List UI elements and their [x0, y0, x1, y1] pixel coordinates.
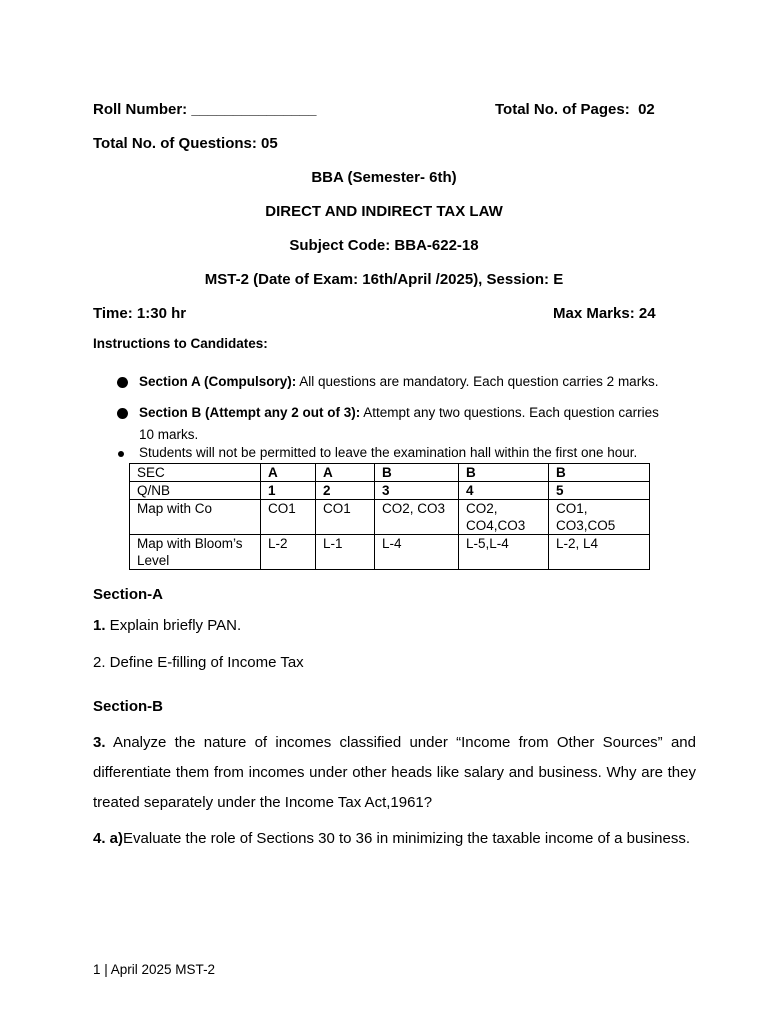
table-row-label: [130, 535, 261, 570]
table-cell: L-2: [261, 535, 316, 570]
table-cell: L-5,L-4: [459, 535, 549, 570]
table-cell: 3: [375, 482, 459, 500]
table-row-label: SEC: [130, 464, 261, 482]
course-title: BBA (Semester- 6th): [311, 169, 457, 186]
cell-line: Level: [137, 553, 170, 568]
question-3: [93, 728, 696, 818]
total-questions: Total No. of Questions: 05: [93, 135, 278, 152]
table-cell: L-2, L4: [549, 535, 650, 570]
roll-number-label: Roll Number:: [93, 101, 188, 118]
table-cell: L-1: [316, 535, 375, 570]
bullet-icon: [117, 408, 128, 419]
section-b-heading: Section-B: [93, 698, 164, 715]
cell-line: Map with Bloom’s: [137, 536, 243, 551]
total-pages-label: Total No. of Pages:: [495, 101, 630, 118]
section-a-heading: Section-A: [93, 586, 164, 603]
table-row: [130, 535, 650, 570]
total-pages-value: 02: [638, 101, 655, 118]
roll-number: [93, 101, 316, 118]
bullet-icon: [118, 451, 124, 457]
cell-line: CO4,CO3: [466, 518, 526, 533]
instruction-bold: Section A (Compulsory):: [139, 374, 297, 389]
total-pages: [495, 101, 655, 118]
table-cell: CO1: [261, 500, 316, 535]
instruction-item: [139, 374, 658, 389]
table-cell: A: [261, 464, 316, 482]
table-cell: B: [375, 464, 459, 482]
question-text: Analyze the nature of incomes classified under “Income from Other Sources” and differentiate them from incomes under other heads like salary and business. Why are they treated separately under the Income Tax Act,1961?: [93, 734, 696, 811]
instructions-heading: Instructions to Candidates:: [93, 336, 268, 351]
page-footer: 1 | April 2025 MST-2: [93, 962, 216, 977]
question-text: Evaluate the role of Sections 30 to 36 in minimizing the taxable income of a business.: [123, 830, 691, 847]
mapping-table: [129, 463, 650, 570]
table-row-label: Q/NB: [130, 482, 261, 500]
question-1: [93, 617, 241, 634]
question-2: 2. Define E-filling of Income Tax: [93, 654, 304, 671]
table-cell: [459, 500, 549, 535]
question-number: 1.: [93, 617, 106, 634]
question-number: 3.: [93, 734, 106, 751]
question-text: Explain briefly PAN.: [105, 617, 242, 634]
table-cell: B: [549, 464, 650, 482]
exam-info: MST-2 (Date of Exam: 16th/April /2025), Session: E: [204, 271, 564, 288]
max-marks: Max Marks: 24: [553, 305, 656, 322]
table-row: [130, 464, 650, 482]
table-cell: 1: [261, 482, 316, 500]
question-number: 4. a): [93, 830, 124, 847]
cell-line: CO1,: [556, 501, 588, 516]
bullet-icon: [117, 377, 128, 388]
table-cell: [549, 500, 650, 535]
table-cell: L-4: [375, 535, 459, 570]
exam-time: Time: 1:30 hr: [93, 305, 187, 322]
instruction-bold: Section B (Attempt any 2 out of 3):: [139, 405, 361, 420]
table-cell: 4: [459, 482, 549, 500]
instruction-text: Attempt any two questions. Each question carries: [360, 405, 659, 420]
question-4a: [93, 824, 696, 854]
cell-line: CO2,: [466, 501, 498, 516]
cell-line: CO3,CO5: [556, 518, 616, 533]
table-cell: B: [459, 464, 549, 482]
table-cell: CO1: [316, 500, 375, 535]
instruction-item: [139, 405, 659, 420]
table-cell: 5: [549, 482, 650, 500]
table-row: [130, 500, 650, 535]
table-cell: 2: [316, 482, 375, 500]
table-cell: CO2, CO3: [375, 500, 459, 535]
roll-number-blank: _______________: [191, 101, 317, 118]
subject-code: Subject Code: BBA-622-18: [289, 237, 479, 254]
subject-title: DIRECT AND INDIRECT TAX LAW: [265, 203, 503, 220]
instruction-text-cont: 10 marks.: [139, 427, 199, 442]
instruction-item: Students will not be permitted to leave the examination hall within the first one hour.: [139, 445, 638, 460]
table-cell: A: [316, 464, 375, 482]
table-row: [130, 482, 650, 500]
table-row-label: Map with Co: [130, 500, 261, 535]
instruction-text: All questions are mandatory. Each question carries 2 marks.: [296, 374, 659, 389]
